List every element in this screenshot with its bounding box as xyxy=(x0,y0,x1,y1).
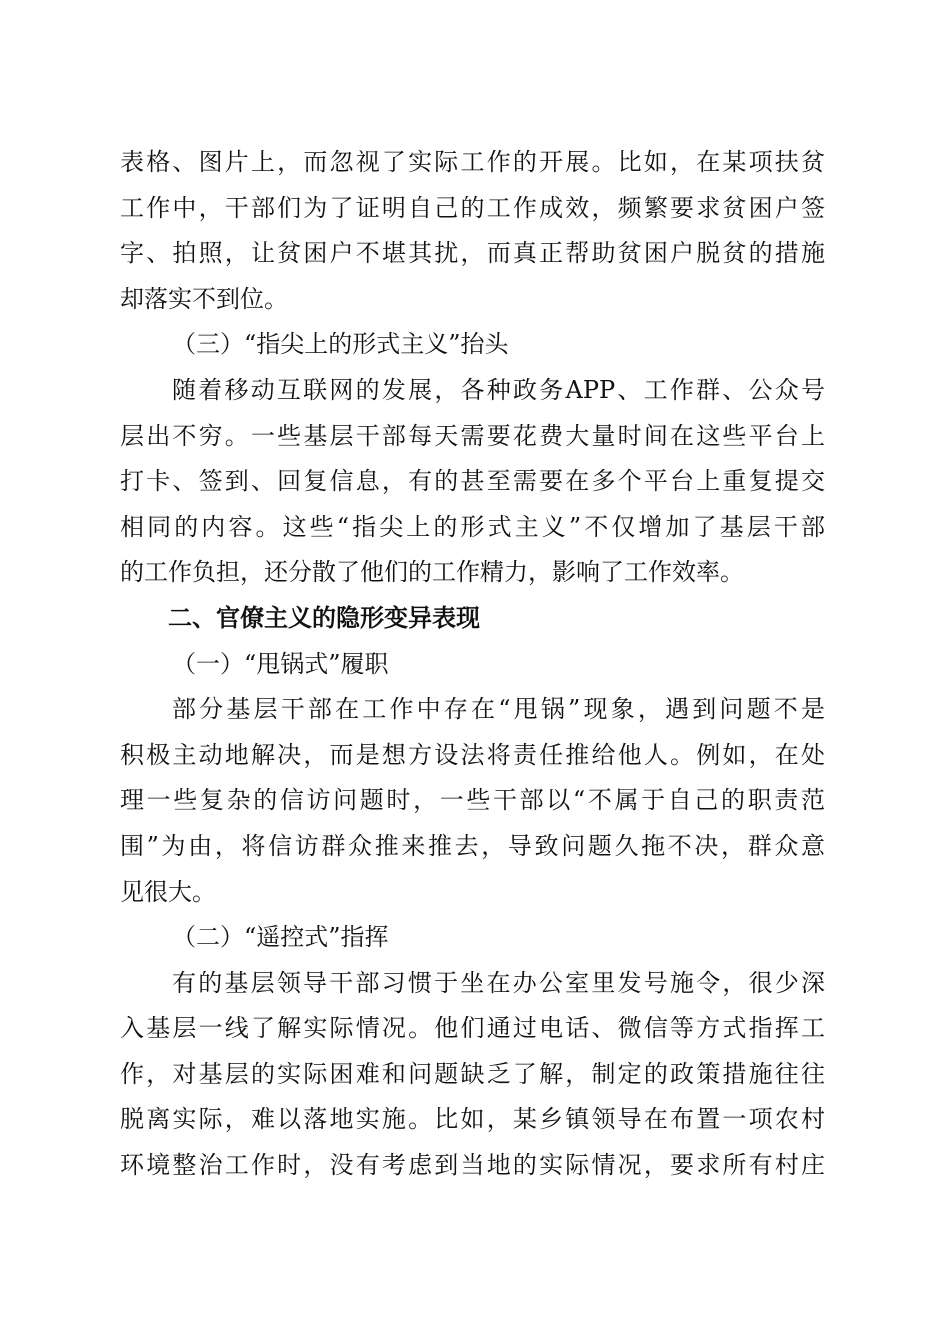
paragraph-line: 积极主动地解决，而是想方设法将责任推给他人。例如，在处 xyxy=(120,740,825,769)
paragraph-line: 脱离实际，难以落地实施。比如，某乡镇领导在布置一项农村 xyxy=(120,1105,825,1134)
paragraph-line: 入基层一线了解实际情况。他们通过电话、微信等方式指挥工 xyxy=(120,1014,825,1043)
paragraph-line: 见很大。 xyxy=(120,877,216,906)
paragraph-line: 部分基层干部在工作中存在“甩锅”现象，遇到问题不是 xyxy=(172,695,825,724)
paragraph-line: 表格、图片上，而忽视了实际工作的开展。比如，在某项扶贫 xyxy=(120,148,825,176)
paragraph-line: 的工作负担，还分散了他们的工作精力，影响了工作效率。 xyxy=(120,558,744,587)
paragraph-line: 有的基层领导干部习惯于坐在办公室里发号施令，很少深 xyxy=(172,968,825,997)
paragraph-line: 作，对基层的实际困难和问题缺乏了解，制定的政策措施往往 xyxy=(120,1059,825,1088)
subheading-3: （三）“指尖上的形式主义”抬头 xyxy=(172,330,509,359)
paragraph-line: 围”为由，将信访群众推来推去，导致问题久拖不决，群众意 xyxy=(120,831,825,860)
subheading-1: （一）“甩锅式”履职 xyxy=(172,649,389,678)
paragraph-line: 却落实不到位。 xyxy=(120,284,288,313)
paragraph-line: 理一些复杂的信访问题时，一些干部以“不属于自己的职责范 xyxy=(120,786,825,815)
document-body xyxy=(120,140,825,1189)
paragraph-line: 随着移动互联网的发展，各种政务APP、工作群、公众号 xyxy=(172,375,825,404)
paragraph-line: 层出不穷。一些基层干部每天需要花费大量时间在这些平台上 xyxy=(120,421,825,450)
paragraph-line: 工作中，干部们为了证明自己的工作成效，频繁要求贫困户签 xyxy=(120,193,825,222)
paragraph-line: 环境整治工作时，没有考虑到当地的实际情况，要求所有村庄 xyxy=(120,1151,825,1180)
subheading-2: （二）“遥控式”指挥 xyxy=(172,923,389,952)
section-heading-2: 二、官僚主义的隐形变异表现 xyxy=(168,603,480,632)
paragraph-line: 相同的内容。这些“指尖上的形式主义”不仅增加了基层干部 xyxy=(120,512,825,541)
paragraph-line: 打卡、签到、回复信息，有的甚至需要在多个平台上重复提交 xyxy=(120,467,825,496)
paragraph-line: 字、拍照，让贫困户不堪其扰，而真正帮助贫困户脱贫的措施 xyxy=(120,239,825,268)
